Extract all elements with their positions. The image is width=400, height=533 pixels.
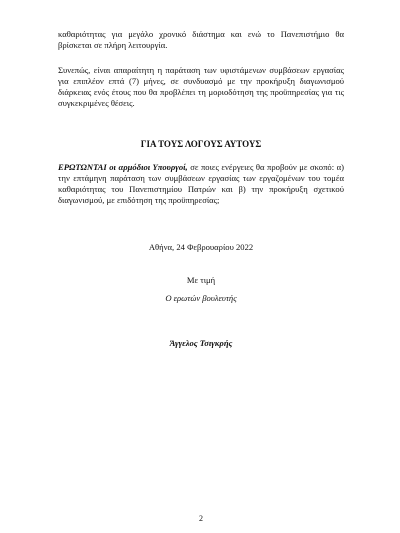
question-body: σε ποιες ενέργειες θα προβούν με σκοπό: α) την επτάμηνη παράταση των συμβάσεων εργασίας των εργαζομένων του τομέα καθαριότητας του Πανεπιστημίου Πατρών και β) την προκήρυξη σχετικού διαγωνισμού, με επιδότηση της προϋπηρεσίας; xyxy=(58,162,344,205)
place-date: Αθήνα, 24 Φεβρουαρίου 2022 xyxy=(148,242,254,252)
page-number: 2 xyxy=(199,514,203,523)
paragraph-continuation: καθαριότητας για μεγάλο χρονικό διάστημα και ενώ το Πανεπιστήμιο θα βρίσκεται σε πλήρη λειτουργία. xyxy=(58,29,344,50)
closing-regards: Με τιμή xyxy=(186,275,216,285)
question-paragraph xyxy=(58,162,344,206)
section-heading: ΓΙΑ ΤΟΥΣ ΛΟΓΟΥΣ ΑΥΤΟΥΣ xyxy=(140,139,262,149)
paragraph-consequently: Συνεπώς, είναι απαραίτητη η παράταση των υφιστάμενων συμβάσεων εργασίας για επιπλέον επτά (7) μήνες, σε συνδυασμό με την προκήρυξη διαγωνισμού διάρκειας ενός έτους που θα προβλέπει τη μοριοδότηση της προϋπηρεσίας για τις συγκεκριμένες θέσεις. xyxy=(58,65,344,108)
signature-name: Άγγελος Τσιγκρής xyxy=(169,338,233,348)
questioner-title: Ο ερωτών βουλευτής xyxy=(165,293,237,303)
question-lead: ΕΡΩΤΩΝΤΑΙ οι αρμόδιοι Υπουργοί, xyxy=(58,162,188,172)
